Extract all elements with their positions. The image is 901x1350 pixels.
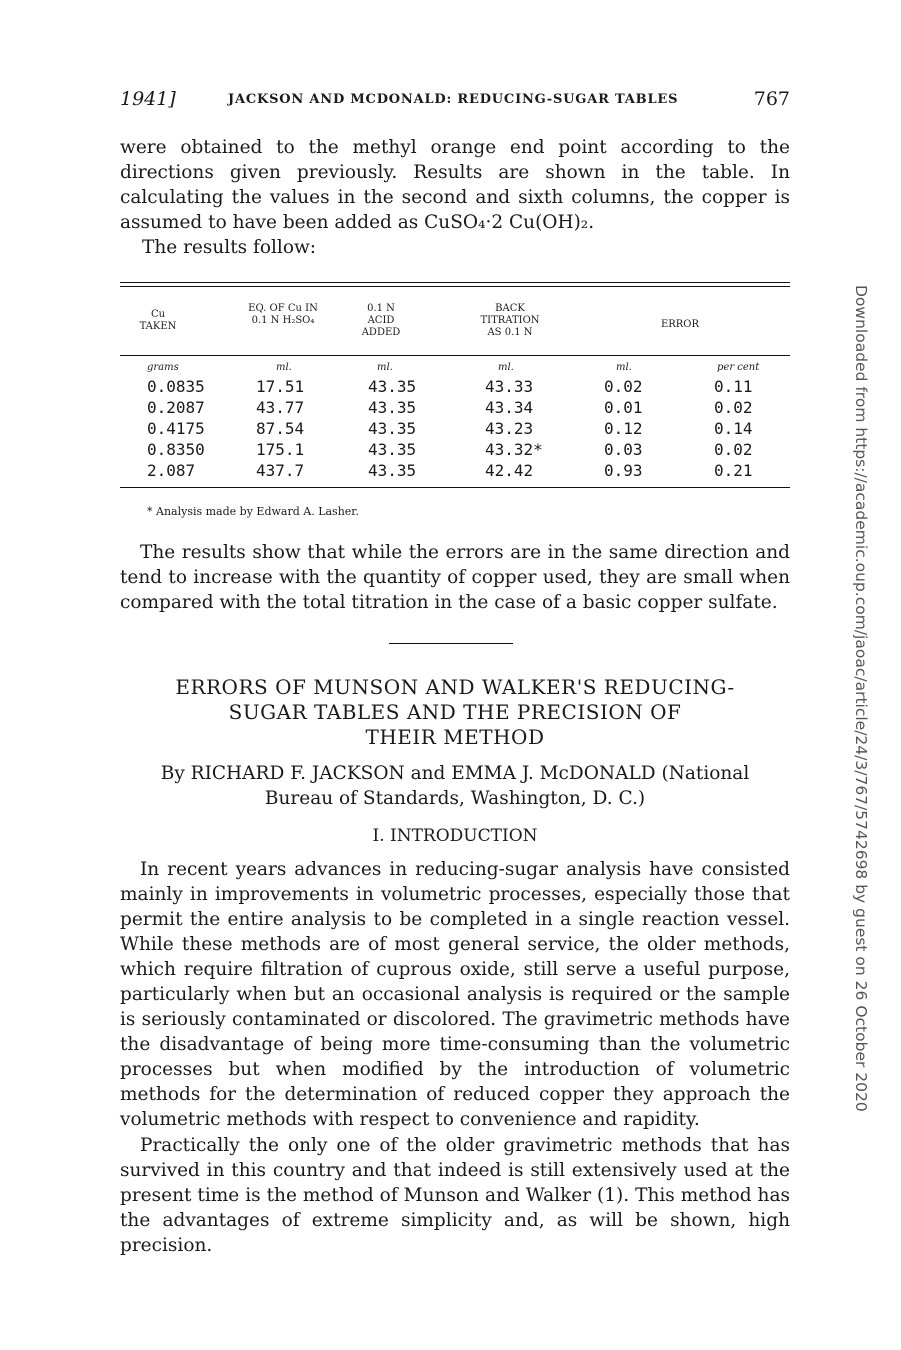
running-header <box>120 88 790 114</box>
table-bottom-rule <box>120 487 790 488</box>
byline-line: Bureau of Standards, Washington, D. C.) <box>264 788 646 809</box>
table-cell: 0.02 <box>604 377 643 396</box>
table-cell: 2.087 <box>147 461 196 480</box>
unit-ml: ml. <box>377 362 393 373</box>
article-title <box>120 675 790 750</box>
article-title-line: ERRORS OF MUNSON AND WALKER'S REDUCING- <box>175 675 735 699</box>
table-cell: 43.35 <box>368 440 417 459</box>
header-page-number: 767 <box>753 88 790 110</box>
table-cell: 0.21 <box>714 461 753 480</box>
results-table <box>120 282 790 488</box>
table-footnote: * Analysis made by Edward A. Lasher. <box>147 505 359 518</box>
table-cell: 175.1 <box>256 440 305 459</box>
unit-per-cent: per cent <box>717 362 760 373</box>
results-follow-line: The results follow: <box>142 237 317 258</box>
table-cell: 0.11 <box>714 377 753 396</box>
table-cell: 43.77 <box>256 398 305 417</box>
header-cu-taken: Cu TAKEN <box>139 309 177 332</box>
results-paragraph: The results show that while the errors are in the same direction and tend to increase with the quantity of copper used, they are small when compared with the total titration in the case of a basic copper sulfate. <box>120 542 790 613</box>
table-cell: 0.12 <box>604 419 643 438</box>
section-heading: I. INTRODUCTION <box>372 826 538 846</box>
table-cell: 0.93 <box>604 461 643 480</box>
table-cell: 0.02 <box>714 440 753 459</box>
unit-grams: grams <box>147 362 179 373</box>
table-cell: 0.0835 <box>147 377 205 396</box>
table-cell: 43.23 <box>485 419 534 438</box>
header-error: ERROR <box>660 319 700 330</box>
table-cell: 43.35 <box>368 377 417 396</box>
table-cell: 0.01 <box>604 398 643 417</box>
unit-ml: ml. <box>616 362 632 373</box>
unit-ml: ml. <box>276 362 292 373</box>
header-back-titration: BACK TITRATION AS 0.1 N <box>480 303 540 338</box>
author-byline <box>120 761 790 811</box>
intro-paragraph: were obtained to the methyl orange end point according to the directions given previously. Results are shown in the table. In calculating the values in the second and sixth columns, the copper is assumed to have been added as CuSO₄·2 Cu(OH)₂. <box>120 137 790 233</box>
table-cell: 437.7 <box>256 461 305 480</box>
table-cell: 43.35 <box>368 461 417 480</box>
table-cell: 43.35 <box>368 398 417 417</box>
table-row <box>120 460 790 481</box>
download-watermark: Downloaded from https://academic.oup.com/jaoac/article/24/3/767/5742698 by guest on 26 October 2020 <box>852 285 870 1112</box>
intro-body-paragraph-1: In recent years advances in reducing-sugar analysis have consisted mainly in improvements in volumetric processes, especially those that permit the entire analysis to be completed in a single reaction vessel. While these methods are of most general service, the older methods, which require filtration of cuprous oxide, still serve a useful purpose, particularly when but an occasional analysis is required or the sample is seriously contaminated or discolored. The gravimetric methods have the disadvantage of being more time-consuming than the volumetric processes but when modified by the introduction of volumetric methods for the determination of reduced copper they approach the volumetric methods with respect to convenience and rapidity. <box>120 859 790 1130</box>
header-acid-added: 0.1 N ACID ADDED <box>361 303 401 338</box>
table-row <box>120 418 790 439</box>
unit-ml: ml. <box>498 362 514 373</box>
table-cell: 43.35 <box>368 419 417 438</box>
table-header <box>120 287 790 355</box>
table-cell: 42.42 <box>485 461 534 480</box>
table-row <box>120 397 790 418</box>
table-cell: 17.51 <box>256 377 305 396</box>
table-cell: 43.32* <box>485 440 543 459</box>
header-year: 1941] <box>120 88 176 110</box>
table-cell: 0.8350 <box>147 440 205 459</box>
section-divider <box>389 643 513 644</box>
table-cell: 0.02 <box>714 398 753 417</box>
table-units-row <box>120 356 790 376</box>
table-cell: 0.14 <box>714 419 753 438</box>
header-eq-of-cu: EQ. OF Cu IN 0.1 N H₂SO₄ <box>248 303 318 326</box>
table-row <box>120 439 790 460</box>
header-running-title: JACKSON AND MCDONALD: REDUCING-SUGAR TABLES <box>228 92 679 107</box>
article-title-line: SUGAR TABLES AND THE PRECISION OF <box>228 700 682 724</box>
table-row <box>120 376 790 397</box>
table-cell: 0.03 <box>604 440 643 459</box>
table-cell: 0.2087 <box>147 398 205 417</box>
table-cell: 43.34 <box>485 398 534 417</box>
article-title-line: THEIR METHOD <box>365 725 545 749</box>
table-cell: 0.4175 <box>147 419 205 438</box>
intro-body-paragraph-2: Practically the only one of the older gravimetric methods that has survived in this country and that indeed is still extensively used at the present time is the method of Munson and Walker (1). This method has the advantages of extreme simplicity and, as will be shown, high precision. <box>120 1135 790 1256</box>
table-body <box>120 376 790 481</box>
byline-line: By RICHARD F. JACKSON and EMMA J. McDONALD (National <box>160 763 750 784</box>
table-cell: 43.33 <box>485 377 534 396</box>
table-cell: 87.54 <box>256 419 305 438</box>
